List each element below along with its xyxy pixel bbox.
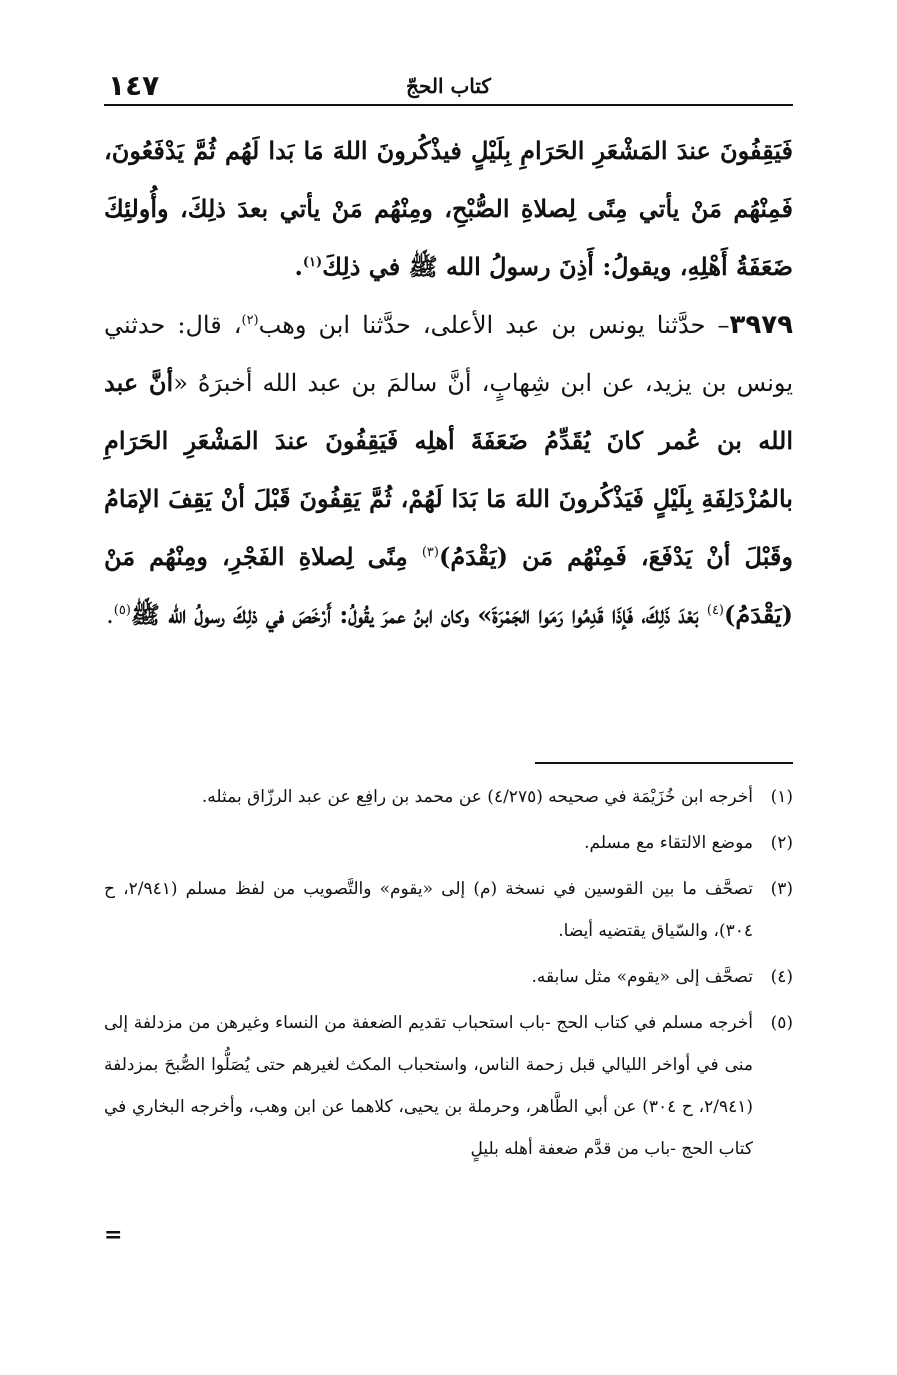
footnote-1	[104, 776, 793, 818]
footnote-mark: (٢)	[770, 833, 793, 853]
paragraph-1: فَيَقِفُونَ عندَ المَشْعَرِ الحَرَامِ بِلَيْلٍ فيذْكُرونَ اللهَ مَا بَدا لَهُم ثُمَّ يَدْفَعُونَ، فَمِنْهُم مَنْ يأتي مِنًى لِصلاةِ الصُّبْحِ، ومِنْهُم مَنْ يأتي بعدَ ذلِكَ، وأُولئِكَ ضَعَفَةُ أَهْلِهِ، ويقولُ: أَذِنَ رسولُ الله ﷺ في ذلِكَ$^{(١)}$.	[104, 136, 793, 281]
footnote-mark: (٥)	[770, 1013, 793, 1033]
footnote-2	[104, 822, 793, 864]
footnote-mark: (١)	[770, 787, 793, 807]
footnote-text: أخرجه مسلم في كتاب الحج -باب استحباب تقديم الضعفة من النساء وغيرهن من مزدلفة إلى منى في أواخر الليالي قبل زحمة الناس، واستحباب المكث لغيرهم حتى يُصَلُّوا الصُّبحَ بمزدلفة (٢/٩٤١، ح ٣٠٤) عن أبي الطَّاهر، وحرملة بن يحيى، كلاهما عن ابن وهب، وأخرجه البخاري في كتاب الحج -باب من قدَّم ضعفة أهله بليلٍ	[104, 1013, 753, 1159]
footnote-text: موضع الالتقاء مع مسلم.	[584, 833, 753, 853]
footnote-ref-1: (١)	[302, 255, 323, 270]
continuation-mark: =	[104, 1222, 123, 1248]
matn-text-c: أنَّ عبد الله بن عُمر كانَ يُقَدِّمُ ضَعَفَةَ أهلِه فَيَقِفُونَ عندَ المَشْعَرِ الحَرَامِ بالمُزْدَلِفَةِ بِلَيْلٍ فَيَذْكُرونَ اللهَ مَا بَدَا لَهُمْ، ثُمَّ يَقِفُونَ قَبْلَ أنْ يَقِفَ الإمَامُ وقَبْلَ أنْ يَدْفَعَ، فَمِنْهُم مَن (يَقْدَمُ)	[104, 368, 793, 571]
footnote-mark: (٣)	[770, 879, 793, 899]
running-title: كتاب الحجّ	[406, 74, 491, 98]
footnote-ref-5: (٥)	[113, 603, 131, 618]
footnote-3	[104, 868, 793, 952]
footnote-ref-2: (٢)	[241, 313, 259, 328]
footnote-mark: (٤)	[770, 967, 793, 987]
isnad-text-b: ، قال: حدثني يونس بن يزيد، عن ابن شِهابٍ، أنَّ سالمَ بن عبد الله أخبرَهُ «	[104, 311, 793, 397]
main-text	[104, 122, 793, 644]
page-header	[104, 70, 793, 106]
matn-text-d: مِنًى لِصلاةِ الفَجْرِ، ومِنْهُم مَنْ (يَقْدَمُ)	[104, 542, 793, 629]
hadith-number: ٣٩٧٩	[729, 310, 793, 340]
isnad-text-a: – حدَّثنا يونس بن عبد الأعلى، حدَّثنا ابن وهب	[258, 311, 730, 339]
hadith-3979: ٣٩٧٩– حدَّثنا يونس بن عبد الأعلى، حدَّثنا ابن وهب$^{(٢)}$، قال: حدثني يونس بن يزيد، عن ابن شِهابٍ، أنَّ سالمَ بن عبد الله أخبرَهُ «أنَّ عبد الله بن عُمر كانَ يُقَدِّمُ ضَعَفَةَ أهلِه فَيَقِفُونَ عندَ المَشْعَرِ الحَرَامِ بالمُزْدَلِفَةِ بِلَيْلٍ فَيَذْكُرونَ اللهَ مَا بَدَا لَهُمْ، ثُمَّ يَقِفُونَ قَبْلَ أنْ يَقِفَ الإمَامُ وقَبْلَ أنْ يَدْفَعَ، فَمِنْهُم مَن (يَقْدَمُ)$^{(٣)}$ مِنًى لِصلاةِ الفَجْرِ، ومِنْهُم مَنْ (يَقْدَمُ)$^{(٤)}$ بَعْدَ ذَلِكَ، فَإذَا قَدِمُوا رَمَوا الجَمْرَةَ» وكان ابنُ عمرَ يقُولُ: أَرْخَصَ في ذلِكَ رسولُ الله ﷺ$^{(٥)}$.	[104, 310, 793, 629]
paragraph-1-text: فَيَقِفُونَ عندَ المَشْعَرِ الحَرَامِ بِلَيْلٍ فيذْكُرونَ اللهَ مَا بَدا لَهُم ثُمَّ يَدْفَعُونَ، فَمِنْهُم مَنْ يأتي مِنًى لِصلاةِ الصُّبْحِ، ومِنْهُم مَنْ يأتي بعدَ ذلِكَ، وأُولئِكَ ضَعَفَةُ أَهْلِهِ، ويقولُ: أَذِنَ رسولُ الله ﷺ في ذلِكَ	[104, 136, 793, 281]
footnote-ref-4: (٤)	[706, 603, 724, 618]
footnote-divider	[535, 762, 793, 764]
footnote-ref-3: (٣)	[421, 545, 439, 560]
footnote-4	[104, 956, 793, 998]
footnotes	[104, 776, 793, 1174]
footnote-text: تصحَّف إلى «يقوم» مثل سابقه.	[531, 967, 753, 987]
footnote-5	[104, 1002, 793, 1170]
footnote-text: أخرجه ابن خُزَيْمَة في صحيحه (٤/٢٧٥) عن محمد بن رافِع عن عبد الرزّاق بمثله.	[201, 787, 753, 807]
footnote-text: تصحَّف ما بين القوسين في نسخة (م) إلى «يقوم» والتَّصويب من لفظ مسلم (٢/٩٤١، ح ٣٠٤)، والسّياق يقتضيه أيضا.	[104, 879, 753, 941]
page-number: ١٤٧	[108, 69, 160, 102]
matn-text-e: بَعْدَ ذَلِكَ، فَإذَا قَدِمُوا رَمَوا الجَمْرَةَ» وكان ابنُ عمرَ يقُولُ: أَرْخَصَ في ذلِكَ رسولُ الله ﷺ	[130, 600, 707, 629]
